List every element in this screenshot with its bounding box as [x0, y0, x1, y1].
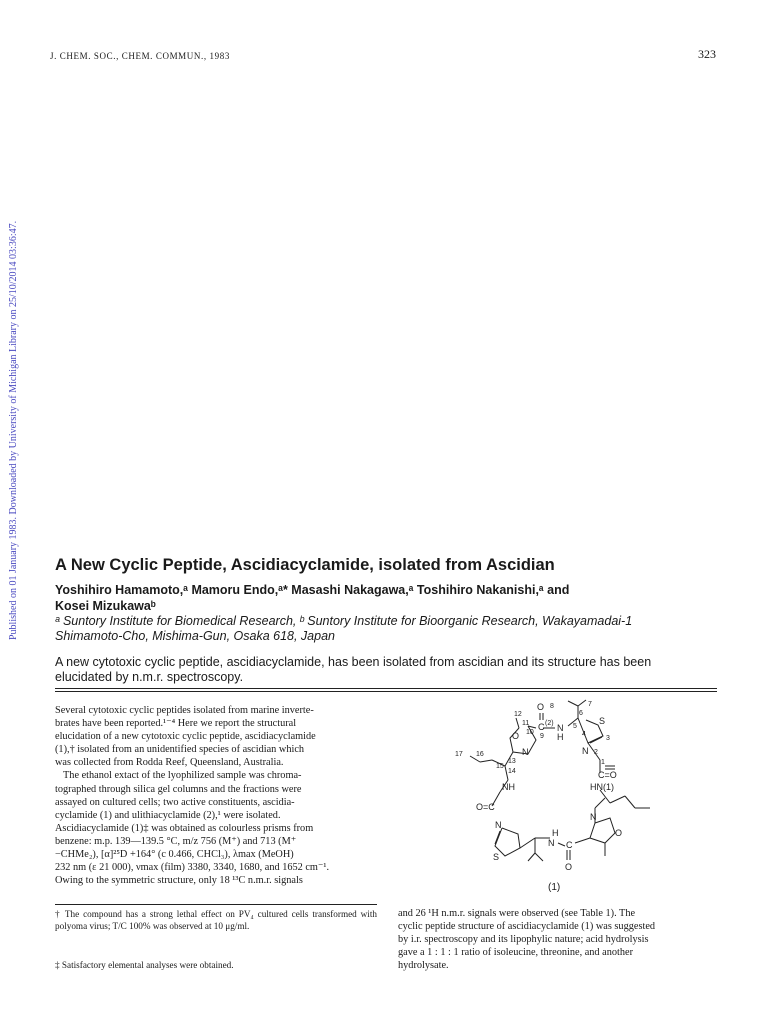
- atom-label: O=C: [476, 802, 495, 812]
- body-line: hydrolysate.: [398, 960, 449, 972]
- body-line: cyclamide (1) and ulithiacyclamide (2),¹ were isolated.: [55, 809, 281, 821]
- atom-number: 7: [588, 701, 592, 708]
- body-line: 232 nm (ε 21 000), νmax (film) 3380, 3340, 1680, and 1652 cm⁻¹.: [55, 862, 330, 874]
- abstract-line-2: elucidated by n.m.r. spectroscopy.: [55, 670, 244, 684]
- atom-label: N: [557, 723, 564, 733]
- atom-number: 8: [550, 703, 554, 710]
- body-line: tographed through silica gel columns and the fractions were: [55, 783, 302, 795]
- atom-label: N: [548, 838, 555, 848]
- atom-number: 6: [579, 710, 583, 717]
- body-line: cyclic peptide structure of ascidiacyclamide (1) was suggested: [398, 921, 656, 933]
- body-line: (1),† isolated from an unidentified species of ascidian which: [55, 744, 305, 756]
- atom-number: 3: [606, 735, 610, 742]
- body-line: The ethanol extact of the lyophilized sample was chroma-: [63, 770, 302, 782]
- article-title: A New Cyclic Peptide, Ascidiacyclamide, isolated from Ascidian: [55, 556, 555, 574]
- footnote-rule: [55, 904, 377, 905]
- footnote-dagger: † The compound has a strong lethal effect on PV₄ cultured cells transformed with polyoma virus; T/C 100% was observed at 10 μg/ml.: [55, 909, 377, 931]
- affiliation-line-1: ᵃ Suntory Institute for Biomedical Research, ᵇ Suntory Institute for Bioorganic Research, Wakayamadai-1: [55, 614, 633, 628]
- atom-number: 13: [508, 758, 516, 765]
- atom-number: 14: [508, 768, 516, 775]
- atom-label: C: [538, 722, 545, 732]
- body-column-right: [398, 907, 718, 972]
- body-line: elucidation of a new cytotoxic cyclic peptide, ascidiacyclamide: [55, 731, 316, 743]
- atom-label: O: [537, 702, 545, 712]
- atom-number: 4: [582, 731, 586, 738]
- authors-line-2: Kosei Mizukawaᵇ: [55, 599, 156, 613]
- atom-label: N: [495, 820, 502, 830]
- atom-label: O: [565, 862, 573, 872]
- author-list: [55, 582, 695, 614]
- atom-label: C=O: [598, 770, 617, 780]
- atom-label: S: [493, 852, 500, 862]
- abstract-rule-lower: [55, 691, 717, 692]
- abstract-rule-upper: [55, 688, 717, 689]
- atom-number: 1: [601, 759, 605, 766]
- body-line: −CHMe₂), [α]²⁵D +164° (c 0.466, CHCl₃), λmax (MeOH): [55, 849, 294, 861]
- atom-label: N: [582, 746, 589, 756]
- atom-number: 11: [522, 720, 530, 727]
- atom-label: NH: [502, 782, 515, 792]
- atom-number: 12: [514, 711, 522, 718]
- abstract: [55, 655, 715, 685]
- download-stamp: [1, 180, 19, 640]
- atom-label: (2): [545, 720, 554, 727]
- body-column-left: [55, 704, 377, 887]
- atom-label: S: [599, 716, 606, 726]
- atom-label: C: [566, 840, 573, 850]
- body-line: Ascidiacyclamide (1)‡ was obtained as colourless prisms from: [55, 822, 314, 834]
- atom-number: 5: [573, 723, 577, 730]
- affiliation-line-2: Shimamoto-Cho, Mishima-Gun, Osaka 618, Japan: [55, 629, 335, 643]
- chemical-structure: [440, 698, 670, 878]
- atom-label: N: [522, 747, 529, 757]
- body-line: assayed on cultured cells; two active constituents, ascidia-: [55, 796, 295, 808]
- authors-line-1: Yoshihiro Hamamoto,ᵃ Mamoru Endo,ᵃ* Masashi Nakagawa,ᵃ Toshihiro Nakanishi,ᵃ and: [55, 583, 570, 597]
- atom-number: 17: [455, 751, 463, 758]
- page-number: 323: [698, 47, 716, 61]
- atom-number: 16: [476, 751, 484, 758]
- body-line: was collected from Rodda Reef, Queensland, Australia.: [55, 757, 284, 769]
- atom-number: 15: [496, 763, 504, 770]
- atom-label: H: [552, 828, 559, 838]
- compound-label: (1): [548, 882, 561, 893]
- atom-label: O: [615, 828, 623, 838]
- body-line: by i.r. spectroscopy and its lipophylic nature; acid hydrolysis: [398, 934, 649, 946]
- body-line: and 26 ¹H n.m.r. signals were observed (see Table 1). The: [398, 908, 636, 919]
- body-line: benzene: m.p. 139—139.5 °C, m/z 756 (M⁺) and 713 (M⁺: [55, 835, 297, 847]
- footnote-double-dagger: ‡ Satisfactory elemental analyses were obtained.: [55, 960, 234, 970]
- body-line: Several cytotoxic cyclic peptides isolated from marine inverte-: [55, 705, 314, 716]
- atom-number: 9: [540, 733, 544, 740]
- abstract-line-1: A new cytotoxic cyclic peptide, ascidiacyclamide, has been isolated from ascidian and its structure has been: [55, 655, 652, 669]
- body-line: Owing to the symmetric structure, only 18 ¹³C n.m.r. signals: [55, 875, 303, 887]
- download-stamp-text: Published on 01 January 1983. Downloaded by University of Michigan Library on 25/10/2014 03:36:47.: [8, 220, 19, 640]
- affiliations: [55, 614, 715, 644]
- atom-number: 10: [526, 729, 534, 736]
- atom-label: N: [590, 812, 597, 822]
- atom-label: O: [512, 731, 520, 741]
- journal-header: J. CHEM. SOC., CHEM. COMMUN., 1983: [50, 51, 230, 61]
- atom-number: 2: [594, 749, 598, 756]
- body-line: brates have been reported.¹⁻⁴ Here we report the structural: [55, 718, 297, 730]
- body-line: gave a 1 : 1 : 1 ratio of isoleucine, threonine, and another: [398, 947, 634, 959]
- atom-label: H: [557, 732, 564, 742]
- atom-label: HN(1): [590, 782, 614, 792]
